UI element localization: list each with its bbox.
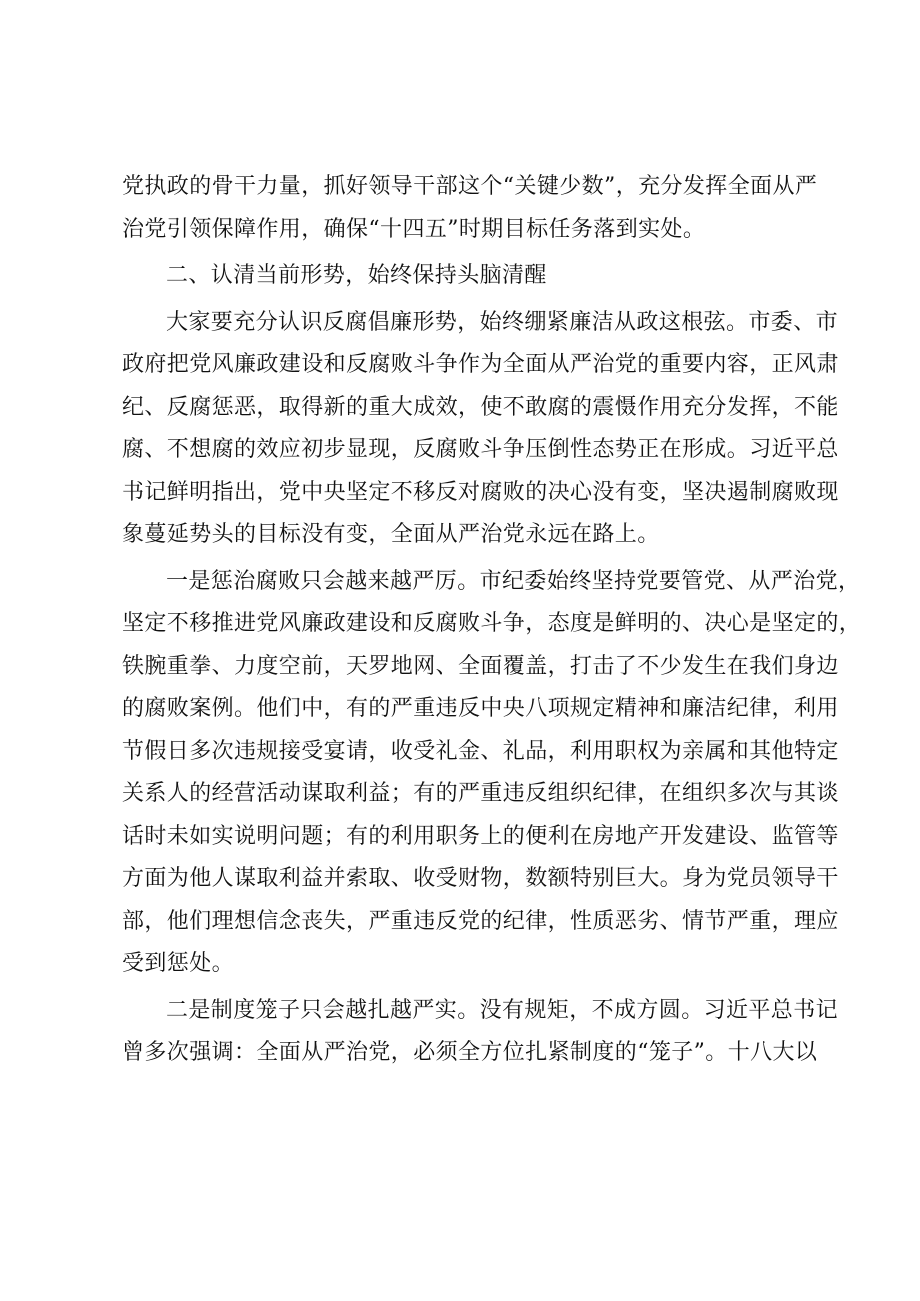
text-line: 治党引领保障作用，确保“十四五”时期目标任务落到实处。 bbox=[122, 216, 706, 242]
text-line: 大家要充分认识反腐倡廉形势，始终绷紧廉洁从政这根弦。市委、市 bbox=[166, 309, 839, 335]
text-line: 书记鲜明指出，党中央坚定不移反对腐败的决心没有变，坚决遏制腐败现 bbox=[122, 479, 839, 505]
text-line: 党执政的骨干力量，抓好领导干部这个“关键少数”，充分发挥全面从严 bbox=[122, 174, 818, 199]
text-line: 二是制度笼子只会越扎越严实。没有规矩，不成方圆。习近平总书记 bbox=[166, 997, 839, 1023]
text-line: 方面为他人谋取利益并索取、收受财物，数额特别巨大。身为党员领导干 bbox=[122, 866, 839, 891]
paragraph bbox=[122, 302, 839, 557]
paragraph-continuation bbox=[122, 166, 818, 251]
text-line: 受到惩处。 bbox=[122, 951, 235, 976]
text-line: 铁腕重拳、力度空前，天罗地网、全面覆盖，打击了不少发生在我们身边 bbox=[122, 653, 839, 679]
text-line: 一是惩治腐败只会越来越严厉。市纪委始终坚持党要管党、从严治党， bbox=[166, 568, 861, 594]
text-line: 象蔓延势头的目标没有变，全面从严治党永远在路上。 bbox=[122, 522, 660, 547]
section-heading bbox=[122, 255, 812, 298]
paragraph bbox=[122, 561, 862, 986]
text-line: 节假日多次违规接受宴请，收受礼金、礼品，利用职权为亲属和其他特定 bbox=[122, 738, 839, 764]
text-line: 政府把党风廉政建设和反腐败斗争作为全面从严治党的重要内容，正风肃 bbox=[122, 352, 839, 377]
text-line: 的腐败案例。他们中，有的严重违反中央八项规定精神和廉洁纪律，利用 bbox=[122, 696, 839, 721]
text-line: 话时未如实说明问题；有的利用职务上的便利在房地产开发建设、监管等 bbox=[122, 823, 839, 849]
paragraph bbox=[122, 990, 839, 1075]
text-line: 关系人的经营活动谋取利益；有的严重违反组织纪律，在组织多次与其谈 bbox=[122, 781, 839, 806]
text-line: 纪、反腐惩恶，取得新的重大成效，使不敢腐的震慑作用充分发挥，不能 bbox=[122, 394, 839, 420]
text-line: 腐、不想腐的效应初步显现，反腐败斗争压倒性态势正在形成。习近平总 bbox=[122, 437, 839, 462]
heading-text: 二、认清当前形势，始终保持头脑清醒 bbox=[166, 263, 547, 288]
text-line: 部，他们理想信念丧失，严重违反党的纪律，性质恶劣、情节严重，理应 bbox=[122, 908, 839, 934]
text-line: 坚定不移推进党风廉政建设和反腐败斗争，态度是鲜明的、决心是坚定的， bbox=[122, 611, 862, 636]
text-line: 曾多次强调：全面从严治党，必须全方位扎紧制度的“笼子”。十八大以 bbox=[122, 1040, 818, 1065]
document-body bbox=[122, 166, 862, 1075]
